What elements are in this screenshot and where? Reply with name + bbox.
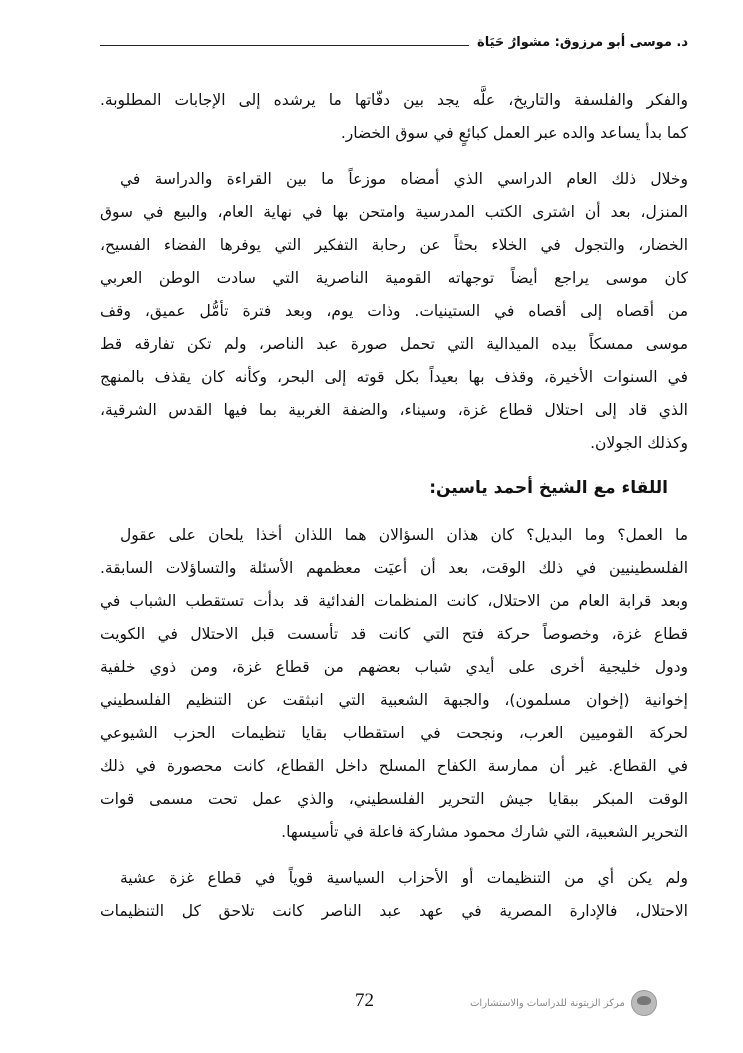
text-line: وخلال ذلك العام الدراسي الذي أمضاه موزعاً ما بين القراءة والدراسة في xyxy=(120,170,688,188)
page-number: 72 xyxy=(355,990,374,1011)
section-heading: اللقاء مع الشيخ أحمد ياسين: xyxy=(429,478,668,498)
text-line: موسى ممسكاً بيده الميدالية التي تحمل صورة عبد الناصر، ولم تكن تفارقه قط xyxy=(100,335,688,353)
text-line: وكذلك الجولان. xyxy=(590,434,688,452)
running-header xyxy=(100,30,688,54)
text-line: ولم يكن أي من التنظيمات أو الأحزاب السياسية قوياً في قطاع غزة عشية xyxy=(120,869,688,887)
header-title: د. موسى أبو مرزوق: مشوارُ حَيَاة xyxy=(477,34,688,50)
text-line: المنزل، بعد أن اشترى الكتب المدرسية وامتحن بها في نهاية العام، والبيع في سوق xyxy=(100,203,688,221)
publisher-name: مركز الزيتونة للدراسات والاستشارات xyxy=(470,997,625,1009)
text-line: الذي قاد إلى احتلال قطاع غزة، وسيناء، والضفة الغربية بما فيها القدس الشرقية، xyxy=(100,401,688,419)
olive-tree-logo-icon xyxy=(631,990,657,1016)
publisher-logo xyxy=(470,990,657,1016)
text-line: الوقت المبكر ببقايا جيش التحرير الفلسطيني، والذي عمل تحت مسمى قوات xyxy=(100,790,688,808)
text-line: الفلسطينيين في ذلك الوقت، بعد أن أعيَت معظمهم الأسئلة والتساؤلات السابقة. xyxy=(100,559,688,577)
text-line: التحرير الشعبية، التي شارك محمود مشاركة فاعلة في تأسيسها. xyxy=(281,823,688,841)
text-line: الاحتلال، فالإدارة المصرية في عهد عبد الناصر كانت تلاحق كل التنظيمات xyxy=(100,902,688,920)
header-rule xyxy=(100,45,469,46)
text-line: في السنوات الأخيرة، وقذف بها بعيداً بكل قوته إلى البحر، وكأنه كان يقذف بالمنهج xyxy=(100,368,688,386)
text-line: ودول خليجية أخرى على أيدي شباب بعضهم من قطاع غزة، ومن ذوي خلفية xyxy=(100,658,688,676)
text-line: قطاع غزة، وخصوصاً حركة فتح التي كانت قد تأسست قبل الاحتلال في الكويت xyxy=(100,625,688,643)
text-line: ما العمل؟ وما البديل؟ كان هذان السؤالان هما اللذان أخذا يلحان على عقول xyxy=(120,526,688,544)
text-line: وبعد قرابة العام من الاحتلال، كانت المنظمات الفدائية قد بدأت تستقطب الشباب في xyxy=(100,592,688,610)
text-line: في القطاع. غير أن ممارسة الكفاح المسلح داخل القطاع، كانت محصورة في ذلك xyxy=(100,757,688,775)
text-line: كما بدأ يساعد والده عبر العمل كبائعٍ في سوق الخضار. xyxy=(340,124,688,142)
text-line: كان موسى يراجع أيضاً توجهاته القومية الناصرية التي سادت الوطن العربي xyxy=(100,269,688,287)
text-line: إخوانية (إخوان مسلمون)، والجبهة الشعبية التي انبثقت عن التنظيم الفلسطيني xyxy=(100,691,688,709)
text-line: لحركة القوميين العرب، ونجحت في استقطاب بقايا تنظيمات الحزب الشيوعي xyxy=(100,724,688,742)
text-line: الخضار، والتجول في الخلاء بحثاً عن رحابة التفكير التي يوفرها الفضاء الفسيح، xyxy=(100,236,688,254)
text-line: من أقصاه إلى أقصاه في الستينيات. وذات يوم، وبعد فترة تأمُّل عميق، وقف xyxy=(100,302,688,320)
text-line: والفكر والفلسفة والتاريخ، علَّه يجد بين دفّاتها ما يرشده إلى الإجابات المطلوبة. xyxy=(100,91,688,109)
